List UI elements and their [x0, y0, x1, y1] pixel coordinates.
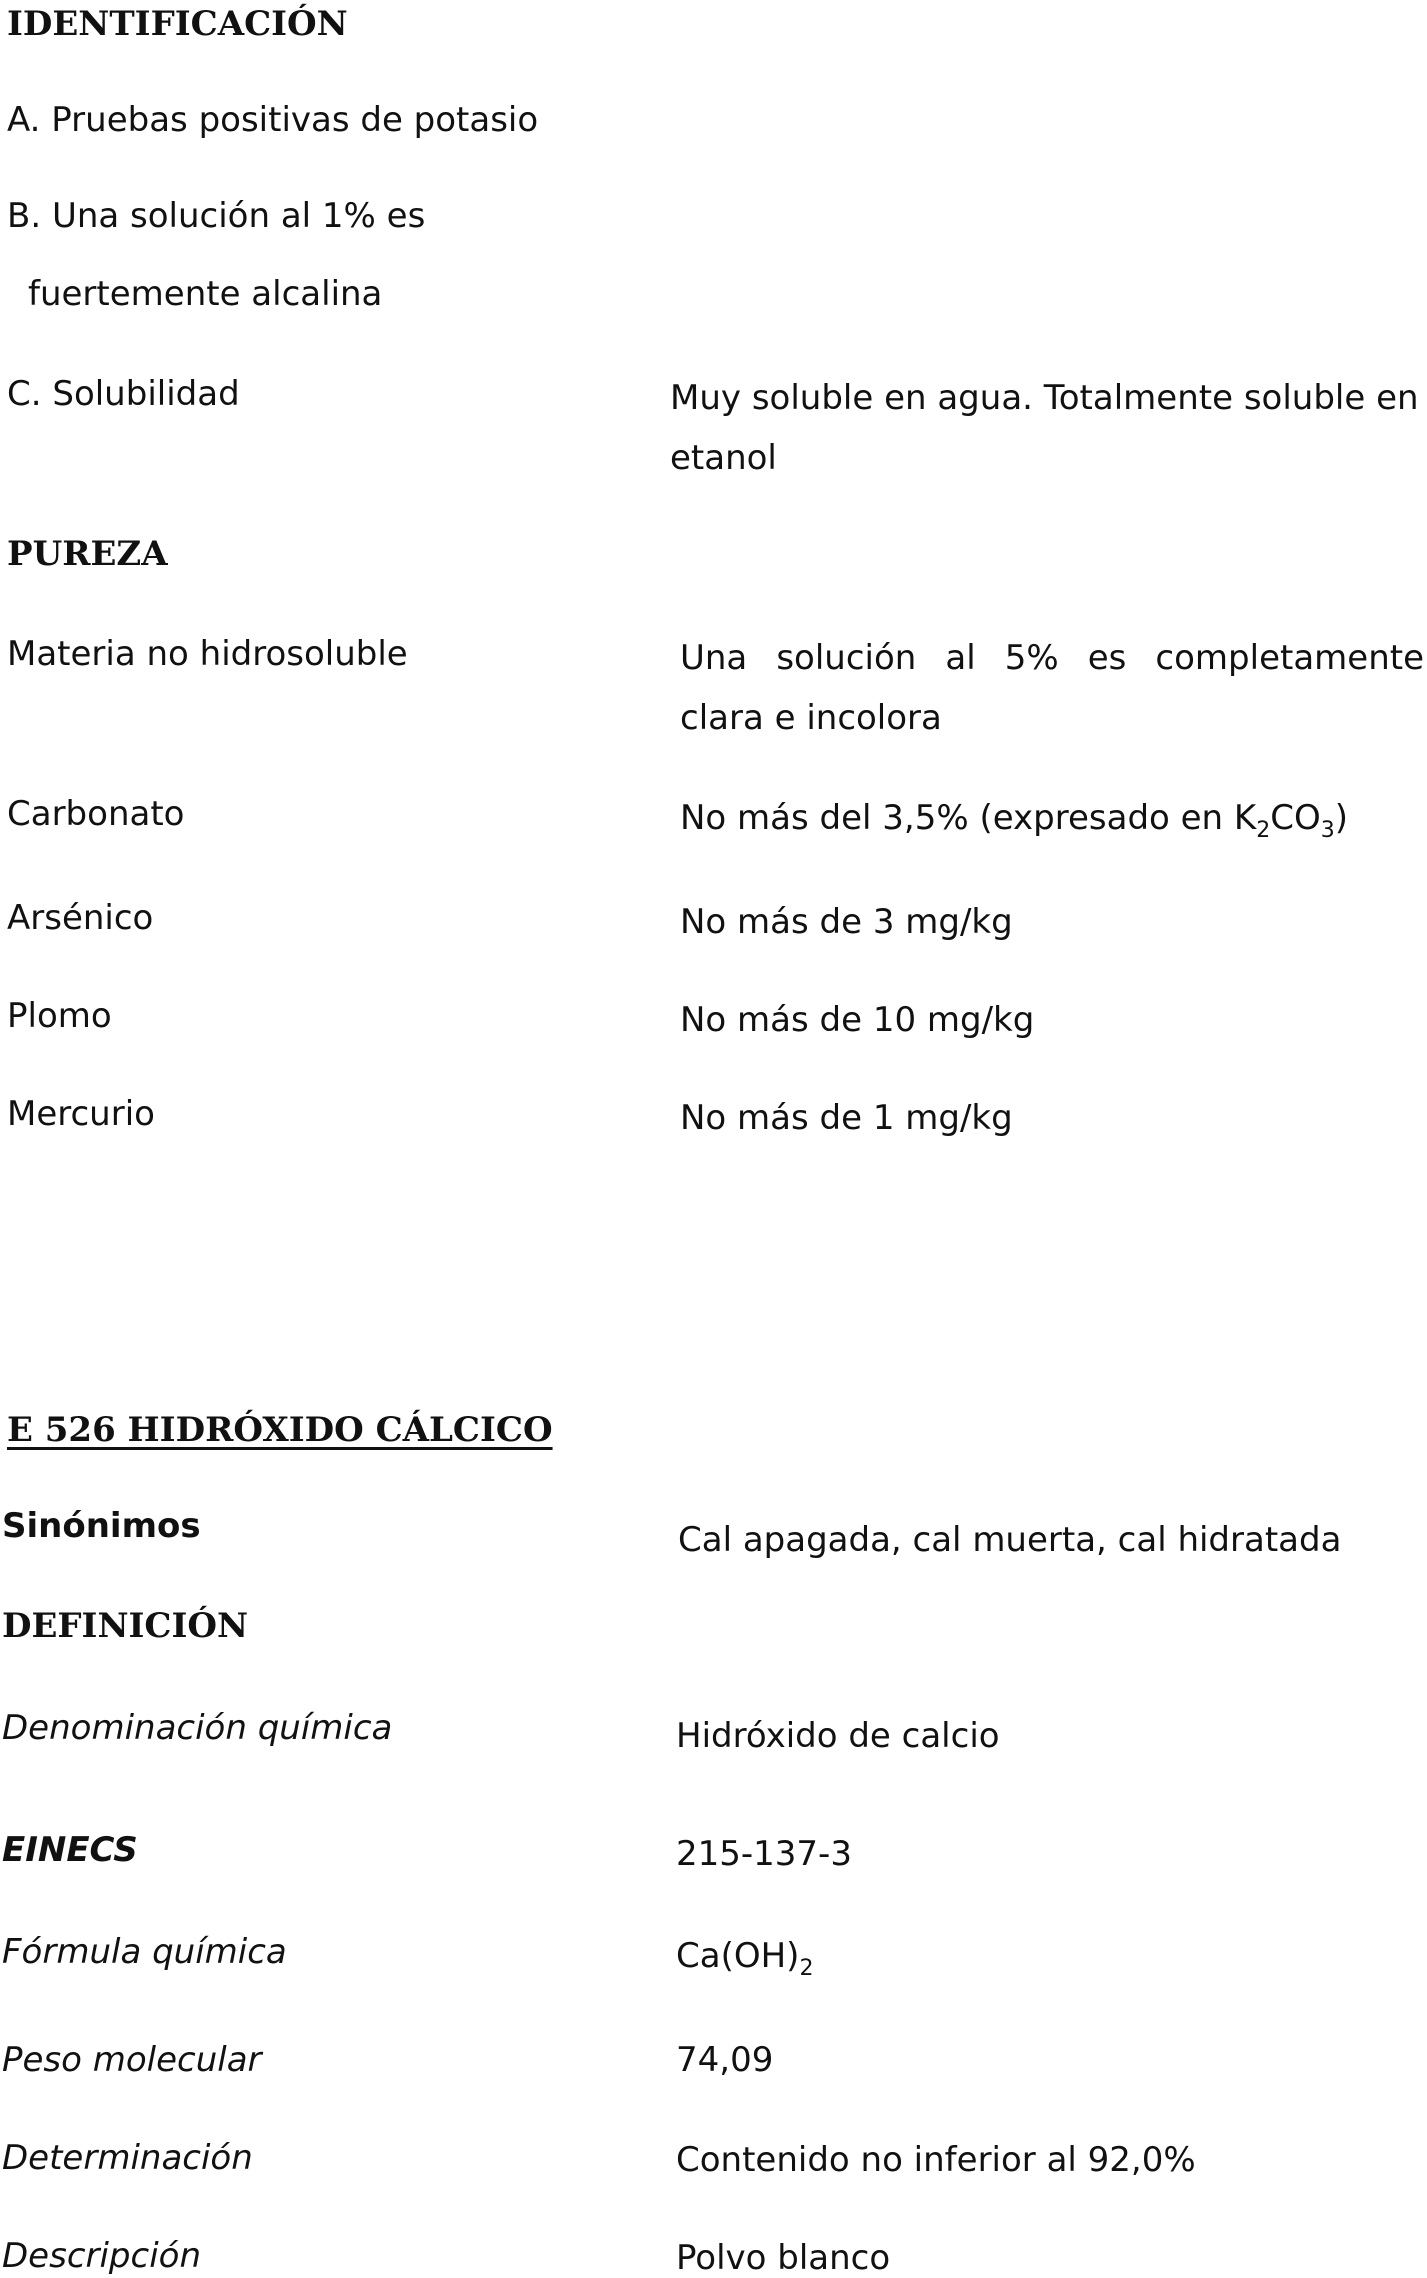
identificacion-item-c-value-line2: etanol	[670, 438, 777, 478]
sinonimos-value: Cal apagada, cal muerta, cal hidratada	[678, 1520, 1342, 1560]
determinacion-value: Contenido no inferior al 92,0%	[676, 2140, 1196, 2180]
formula-sub: 2	[799, 1955, 814, 1981]
mercurio-value: No más de 1 mg/kg	[680, 1098, 1013, 1138]
identificacion-heading: IDENTIFICACIÓN	[7, 4, 348, 44]
einecs-label: EINECS	[2, 1830, 138, 1870]
plomo-value: No más de 10 mg/kg	[680, 1000, 1035, 1040]
determinacion-label: Determinación	[2, 2138, 253, 2178]
einecs-value: 215-137-3	[676, 1834, 852, 1874]
peso-label: Peso molecular	[2, 2040, 262, 2080]
identificacion-item-a: A. Pruebas positivas de potasio	[7, 100, 539, 140]
denominacion-value: Hidróxido de calcio	[676, 1716, 1000, 1756]
pureza-heading: PUREZA	[7, 534, 168, 574]
identificacion-item-c-value-line1: Muy soluble en agua. Totalmente soluble en	[670, 378, 1419, 418]
carbonato-sub2: 3	[1320, 817, 1335, 843]
carbonato-value-mid: CO	[1270, 798, 1321, 838]
peso-value: 74,09	[676, 2040, 774, 2080]
carbonato-value-suffix: )	[1334, 798, 1348, 838]
formula-value-prefix: Ca(OH)	[676, 1936, 800, 1976]
arsenico-value: No más de 3 mg/kg	[680, 902, 1013, 942]
denominacion-label: Denominación química	[2, 1708, 393, 1748]
materia-value-line2: clara e incolora	[680, 698, 942, 738]
descripcion-label: Descripción	[2, 2236, 202, 2276]
carbonato-value-prefix: No más del 3,5% (expresado en K	[680, 798, 1257, 838]
identificacion-item-c-label: C. Solubilidad	[7, 374, 240, 414]
mercurio-label: Mercurio	[7, 1094, 155, 1134]
carbonato-sub1: 2	[1256, 817, 1271, 843]
identificacion-item-b-line2: fuertemente alcalina	[28, 274, 383, 314]
carbonato-value	[680, 798, 1348, 843]
descripcion-value: Polvo blanco	[676, 2238, 891, 2278]
formula-value	[676, 1936, 814, 1981]
carbonato-label: Carbonato	[7, 794, 185, 834]
formula-label: Fórmula química	[2, 1932, 287, 1972]
identificacion-item-b-line1: B. Una solución al 1% es	[7, 196, 426, 236]
materia-label: Materia no hidrosoluble	[7, 634, 408, 674]
plomo-label: Plomo	[7, 996, 112, 1036]
materia-value-line1: Una solución al 5% es completamente	[680, 638, 1424, 678]
sinonimos-label: Sinónimos	[2, 1506, 201, 1546]
definicion-heading: DEFINICIÓN	[2, 1606, 249, 1646]
e526-title: E 526 HIDRÓXIDO CÁLCICO	[7, 1410, 553, 1450]
arsenico-label: Arsénico	[7, 898, 154, 938]
